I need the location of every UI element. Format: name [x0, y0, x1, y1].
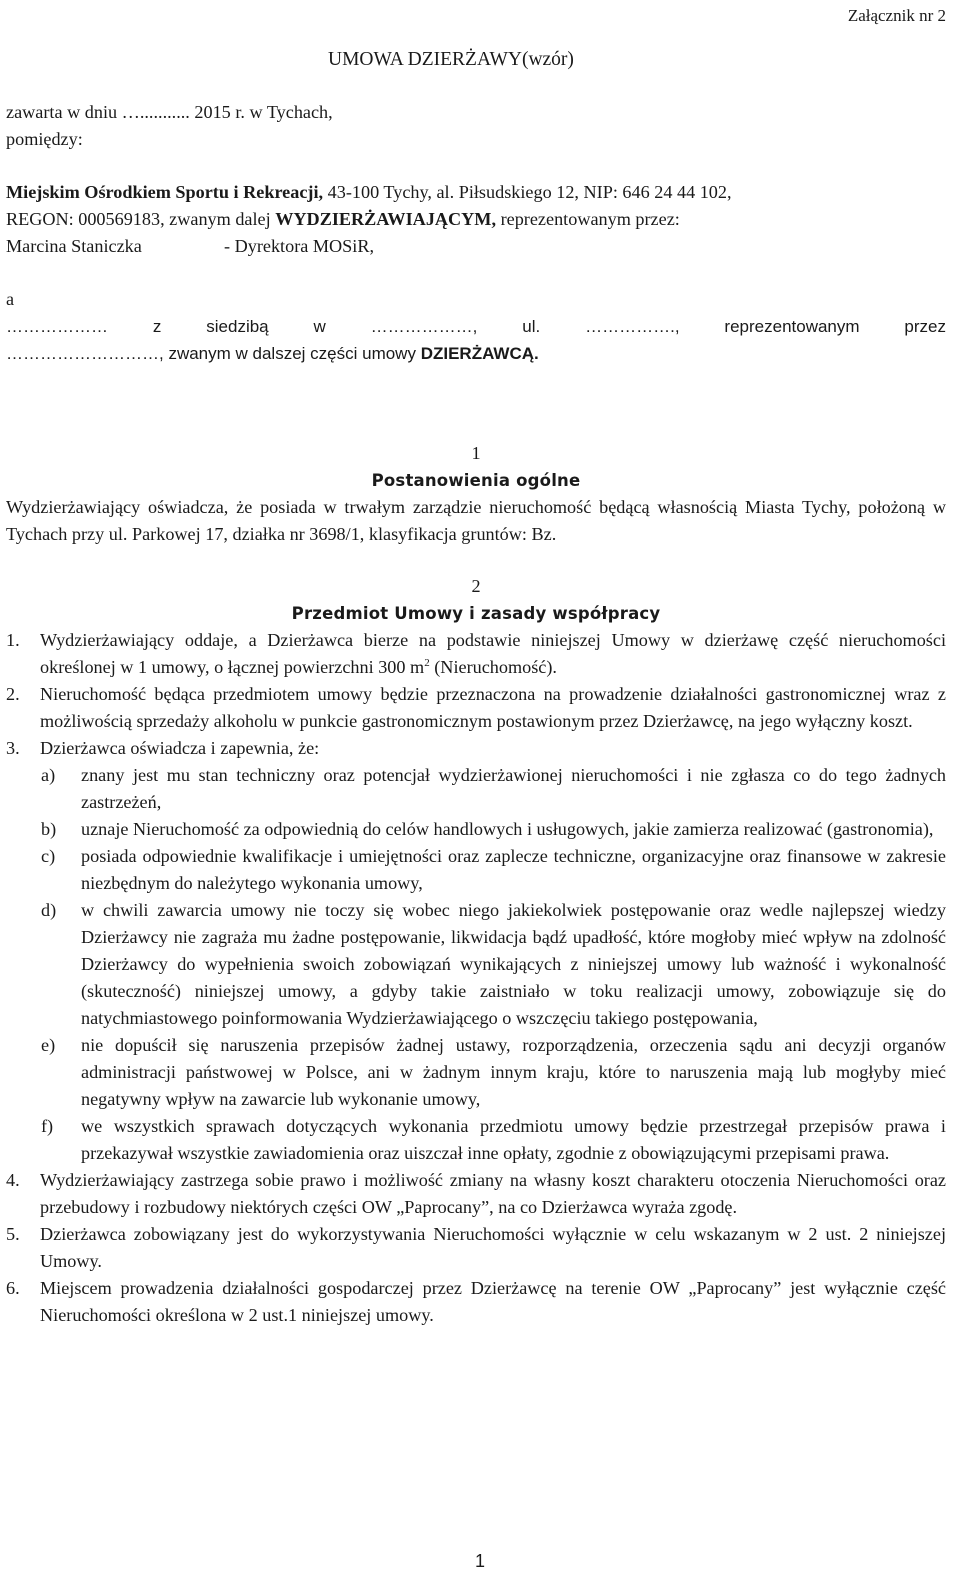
section-1-text: Wydzierżawiający oświadcza, że posiada w trwałym zarządzie nieruchomość będącą własnością Miasta Tychy, położoną w Tychach przy ul. Parkowej 17, działka nr 3698/1, klasyfikacja gruntów: Bz. [6, 497, 946, 544]
sub-item-label: c) [41, 846, 56, 866]
sub-item-label: d) [41, 900, 57, 920]
party1-represented: reprezentowanym przez: [496, 209, 680, 229]
intro-date-line: zawarta w dniu …........... 2015 r. w Tychach, [6, 102, 333, 122]
sub-item-b [41, 816, 946, 843]
section-2 [6, 573, 946, 1329]
item-2-text: Nieruchomość będąca przedmiotem umowy będzie przeznaczona na prowadzenie działalności gastronomicznej wraz z możliwością sprzedaży alkoholu w punkcie gastronomicznym postawionym przez Dzierżawcę, na jego wyłączny koszt. [40, 684, 946, 731]
item-1-tail: (Nieruchomość). [429, 657, 557, 677]
section-1-number [6, 440, 946, 467]
sub-item-label: a) [41, 765, 56, 785]
and-word: a [6, 289, 15, 309]
list-item [6, 735, 946, 762]
party1-line1 [6, 179, 946, 206]
section-2-heading: Przedmiot Umowy i zasady współpracy [291, 604, 661, 623]
party1-role: WYDZIERŻAWIAJĄCYM, [275, 209, 497, 229]
sub-item-label: e) [41, 1035, 56, 1055]
party2-block [6, 286, 946, 367]
item-1-number: 1. [6, 630, 20, 650]
sub-item-a [41, 762, 946, 816]
party2-line1: ……………… z siedzibą w ………………, ul. ……………., reprezentowanym przez [6, 317, 946, 336]
attachment-label: Załącznik nr 2 [847, 6, 946, 25]
section-2-number [6, 573, 946, 600]
sub-item-text: znany jest mu stan techniczny oraz potencjał wydzierżawionej nieruchomości i nie zgłasza co do tego żadnych zastrzeżeń, [81, 765, 946, 812]
sub-item-text: w chwili zawarcia umowy nie toczy się wobec niego jakiekolwiek postępowanie oraz wedle najlepszej wiedzy Dzierżawcy nie zagraża mu żadne postępowanie, likwidacja bądź upadłość, które mogłoby mieć wpływ na zdolność Dzierżawcy do wypełnienia swoich zobowiązań wynikających z niniejszej umowy lub ważność i wykonalność (skuteczność) niniejszej umowy, a gdyby takie zaistniało w toku realizacji umowy, zobowiązuje się do natychmiastowego poinformowania Wydzierżawiającego o wszczęciu takiego postępowania, [81, 900, 946, 1028]
list-item [6, 627, 946, 681]
section-1 [6, 440, 946, 548]
item-3-number: 3. [6, 738, 20, 758]
item-4-text: Wydzierżawiający zastrzega sobie prawo i możliwość zmiany na własny koszt charakteru otoczenia Nieruchomości oraz przebudowy i rozbudowy niektórych części OW „Paprocany”, na co Dzierżawca wyraża zgodę. [40, 1170, 946, 1217]
page-number: 1 [474, 1551, 485, 1571]
party1-rep-name: Marcina Staniczka [6, 236, 142, 256]
party2-line2 [6, 340, 946, 367]
item-5-number: 5. [6, 1224, 20, 1244]
party1-address: 43-100 Tychy, al. Piłsudskiego 12, NIP: 646 24 44 102, [323, 182, 732, 202]
item-2-number: 2. [6, 684, 20, 704]
sub-item-label: f) [41, 1116, 54, 1136]
item-1-main: Wydzierżawiający oddaje, a Dzierżawca bierze na podstawie niniejszej Umowy w dzierżawę część nieruchomości określonej w 1 umowy, o łącznej powierzchni 300 m [40, 630, 946, 677]
list-item [6, 1221, 946, 1275]
sub-item-text: nie dopuścił się naruszenia przepisów żadnej ustawy, rozporządzenia, orzeczenia sądu ani decyzji organów administracji państwowej w Polsce, ani w żadnym innym kraju, które to naruszenia mają lub mogłyby mieć negatywny wpływ na zawarcie lub wykonanie umowy, [81, 1035, 946, 1109]
party1-rep-role: - Dyrektora MOSiR, [224, 236, 375, 256]
section-1-num: 1 [471, 443, 481, 463]
item-3-text: Dzierżawca oświadcza i zapewnia, że: [40, 738, 320, 758]
item-4-number: 4. [6, 1170, 20, 1190]
item-6-text: Miejscem prowadzenia działalności gospodarczej przez Dzierżawcę na terenie OW „Paprocany” jest wyłącznie część Nieruchomości określona w 2 ust.1 niniejszej umowy. [40, 1278, 946, 1325]
item-5-text: Dzierżawca zobowiązany jest do wykorzystywania Nieruchomości wyłącznie w celu wskazanym w 2 ust. 2 niniejszej Umowy. [40, 1224, 946, 1271]
item-1-text [40, 627, 946, 681]
sub-item-text: uznaje Nieruchomość za odpowiednią do celów handlowych i usługowych, jakie zamierza realizować (gastronomia), [81, 819, 934, 839]
item-6-number: 6. [6, 1278, 20, 1298]
section-1-heading: Postanowienia ogólne [371, 471, 581, 490]
party2-called: ………………………, zwanym w dalszej części umowy [6, 344, 421, 363]
intro-between-line: pomiędzy: [6, 129, 83, 149]
sub-item-text: posiada odpowiednie kwalifikacje i umiejętności oraz zaplecze techniczne, organizacyjne oraz finansowe w zakresie niezbędnym do należytego wykonania umowy, [81, 846, 946, 893]
party1-block [6, 179, 946, 260]
list-item [6, 681, 946, 735]
sub-item-c [41, 843, 946, 897]
sub-item-f [41, 1113, 946, 1167]
list-item [6, 1275, 946, 1329]
sub-item-text: we wszystkich sprawach dotyczących wykonania przedmiotu umowy będzie przestrzegał przepisów prawa i przekazywał wszystkie zawiadomienia oraz uiszczał inne opłaty, zgodnie z obowiązującymi przepisami prawa. [81, 1116, 946, 1163]
sub-item-label: b) [41, 819, 57, 839]
section-2-num: 2 [471, 576, 481, 596]
item-1-superscript: 2 [424, 656, 430, 669]
sub-item-e [41, 1032, 946, 1113]
party1-regon: REGON: 000569183, zwanym dalej [6, 209, 276, 229]
party2-role: DZIERŻAWCĄ. [420, 344, 539, 363]
sub-item-d [41, 897, 946, 1032]
party1-line2 [6, 206, 946, 233]
document-title: UMOWA DZIERŻAWY(wzór) [328, 49, 574, 70]
intro-block [6, 99, 946, 153]
party1-name: Miejskim Ośrodkiem Sportu i Rekreacji, [6, 182, 324, 202]
party1-line3 [6, 233, 946, 260]
list-item [6, 1167, 946, 1221]
